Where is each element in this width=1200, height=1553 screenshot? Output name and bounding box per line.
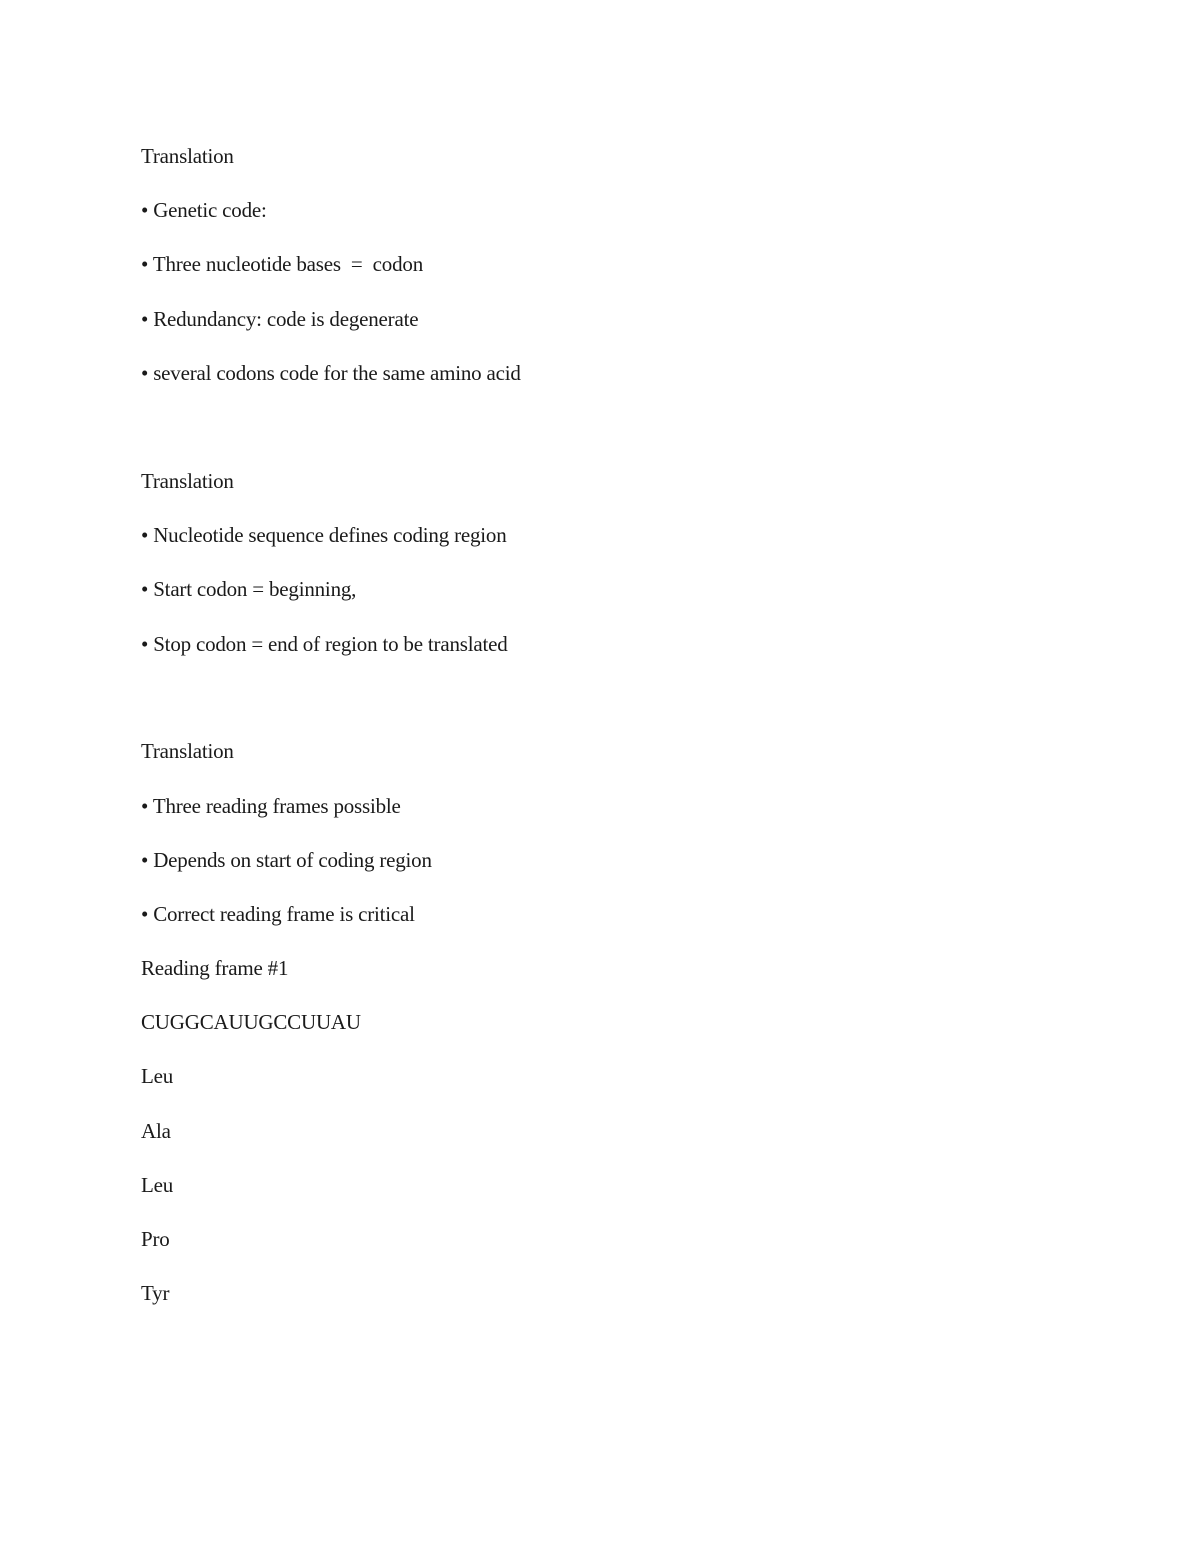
section-1-bullet-3: • Redundancy: code is degenerate xyxy=(141,307,419,331)
reading-frame-label: Reading frame #1 xyxy=(141,956,289,980)
section-2-bullet-2: • Start codon = beginning, xyxy=(141,577,357,601)
section-1-heading: Translation xyxy=(141,144,234,168)
rna-sequence: CUGGCAUUGCCUUAU xyxy=(141,1010,361,1034)
section-1-bullet-1: • Genetic code: xyxy=(141,198,267,222)
section-2-heading: Translation xyxy=(141,469,234,493)
amino-acid-3: Leu xyxy=(141,1173,174,1197)
amino-acid-5: Tyr xyxy=(141,1281,170,1305)
section-2-bullet-1: • Nucleotide sequence defines coding region xyxy=(141,523,507,547)
section-1-bullet-4: • several codons code for the same amino acid xyxy=(141,361,521,385)
section-3-bullet-2: • Depends on start of coding region xyxy=(141,848,432,872)
section-3-bullet-1: • Three reading frames possible xyxy=(141,794,401,818)
amino-acid-4: Pro xyxy=(141,1227,170,1251)
section-3-bullet-3: • Correct reading frame is critical xyxy=(141,902,415,926)
amino-acid-1: Leu xyxy=(141,1064,174,1088)
section-2-bullet-3: • Stop codon = end of region to be translated xyxy=(141,632,508,656)
section-3-heading: Translation xyxy=(141,739,234,763)
amino-acid-2: Ala xyxy=(141,1119,171,1143)
section-1-bullet-2: • Three nucleotide bases = codon xyxy=(141,252,424,276)
